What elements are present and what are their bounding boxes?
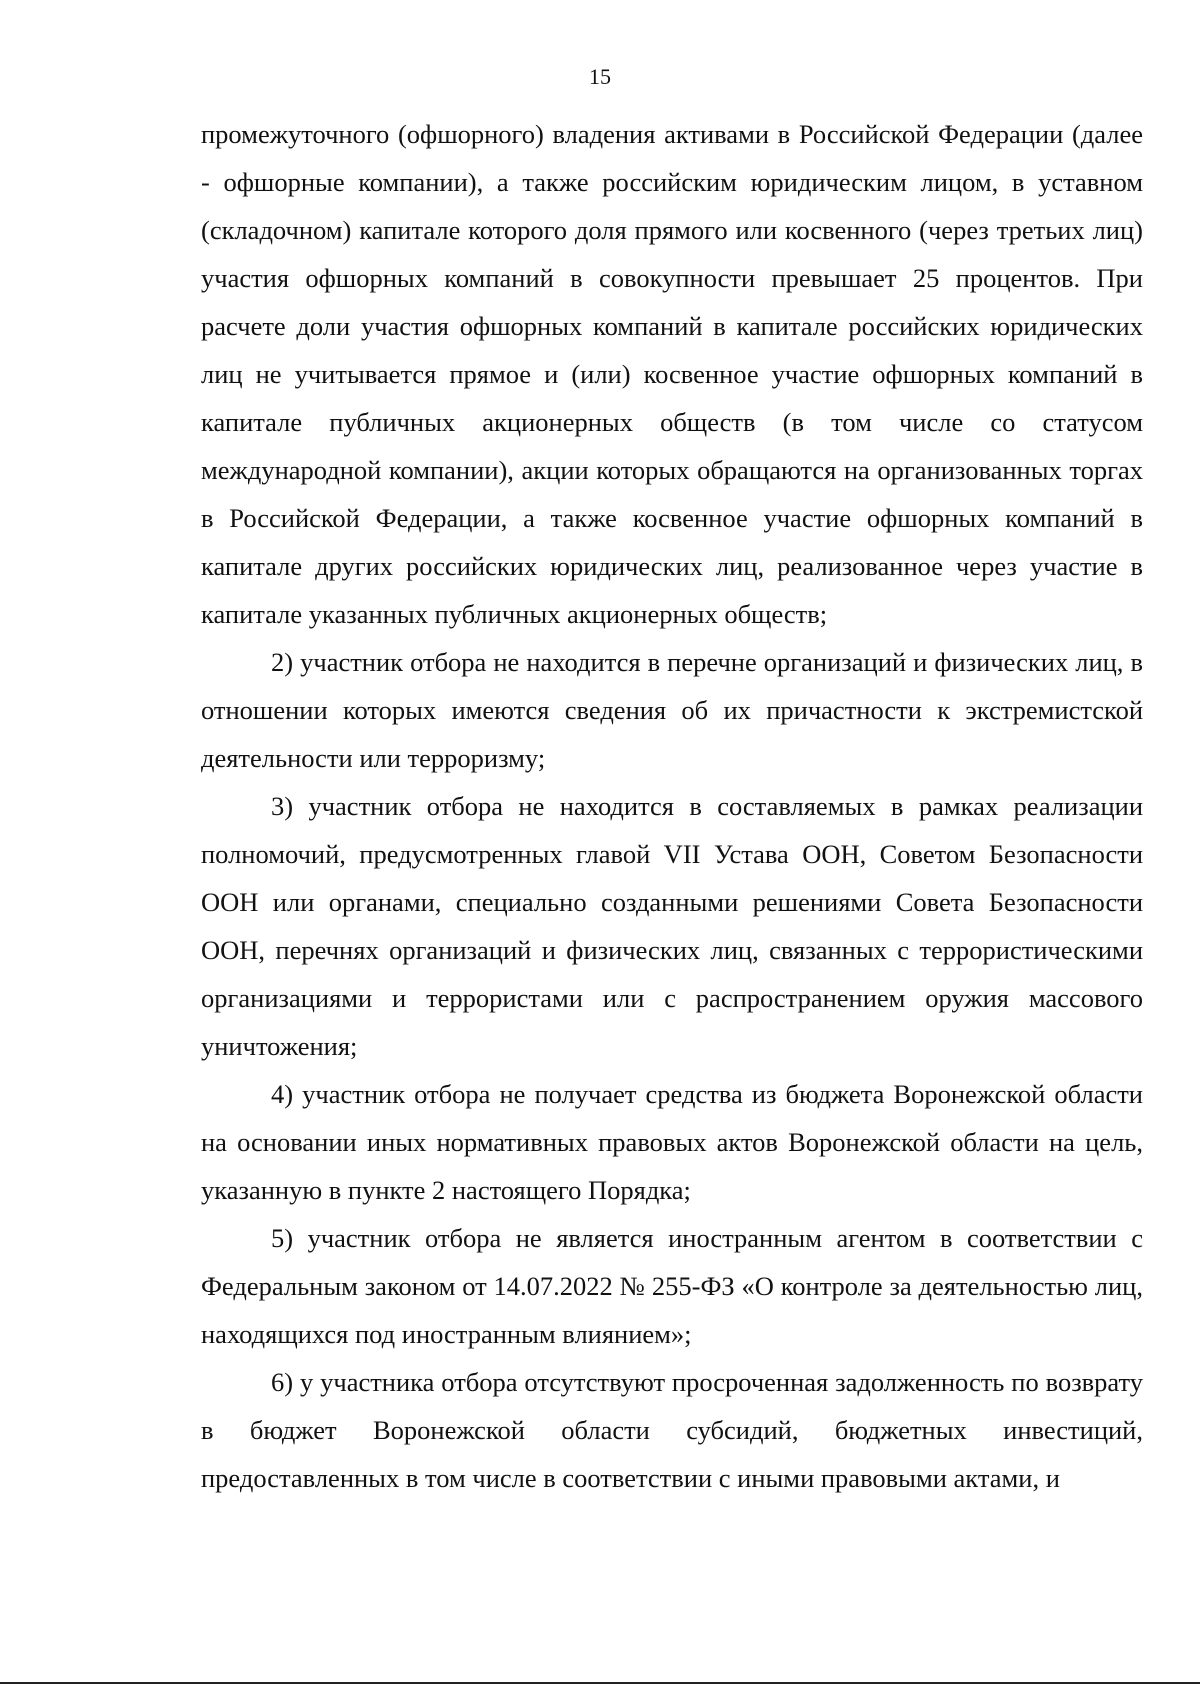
paragraph-item-5: 5) участник отбора не является иностранным агентом в соответствии с Федеральным законом от 14.07.2022 № 255-ФЗ «О контроле за деятельностью лиц, находящихся под иностранным влиянием»; <box>201 1223 1143 1349</box>
document-body <box>201 110 1143 1502</box>
paragraph-item-4: 4) участник отбора не получает средства из бюджета Воронежской области на основании иных нормативных правовых актов Воронежской области на цель, указанную в пункте 2 настоящего Порядка; <box>201 1079 1143 1205</box>
paragraph-continuation: промежуточного (офшорного) владения активами в Российской Федерации (далее - офшорные компании), а также российским юридическим лицом, в уставном (складочном) капитале которого доля прямого или косвенного (через третьих лиц) участия офшорных компаний в совокупности превышает 25 процентов. При расчете доли участия офшорных компаний в капитале российских юридических лиц не учитывается прямое и (или) косвенное участие офшорных компаний в капитале публичных акционерных обществ (в том числе со статусом международной компании), акции которых обращаются на организованных торгах в Российской Федерации, а также косвенное участие офшорных компаний в капитале других российских юридических лиц, реализованное через участие в капитале указанных публичных акционерных обществ; <box>201 119 1143 629</box>
paragraph-item-3: 3) участник отбора не находится в составляемых в рамках реализации полномочий, предусмотренных главой VII Устава ООН, Советом Безопасности ООН или органами, специально созданными решениями Совета Безопасности ООН, перечнях организаций и физических лиц, связанных с террористическими организациями и террористами или с распространением оружия массового уничтожения; <box>201 791 1143 1061</box>
paragraph-item-6: 6) у участника отбора отсутствуют просроченная задолженность по возврату в бюджет Воронежской области субсидий, бюджетных инвестиций, предоставленных в том числе в соответствии с иными правовыми актами, и <box>201 1367 1143 1493</box>
paragraph-item-2: 2) участник отбора не находится в перечне организаций и физических лиц, в отношении которых имеются сведения об их причастности к экстремистской деятельности или терроризму; <box>201 647 1143 773</box>
page-number: 15 <box>589 64 611 89</box>
page-bottom-edge <box>0 1682 1200 1684</box>
